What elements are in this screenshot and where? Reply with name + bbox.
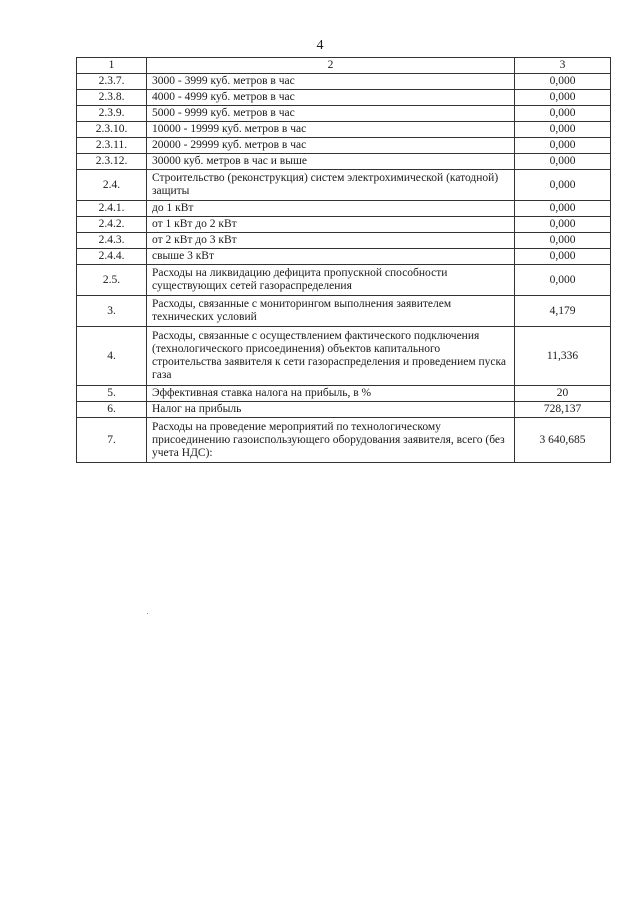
row-number: 2.5. <box>77 265 147 296</box>
row-number: 2.4.3. <box>77 233 147 249</box>
row-number: 2.3.9. <box>77 106 147 122</box>
row-number: 2.4.4. <box>77 249 147 265</box>
table-row <box>77 402 611 418</box>
row-value: 0,000 <box>515 90 611 106</box>
row-number: 2.4.1. <box>77 201 147 217</box>
row-number: 6. <box>77 402 147 418</box>
row-number: 7. <box>77 418 147 463</box>
table-row <box>77 90 611 106</box>
table-row <box>77 154 611 170</box>
row-value: 0,000 <box>515 217 611 233</box>
table-row <box>77 233 611 249</box>
page-number: 4 <box>316 38 324 53</box>
row-value: 0,000 <box>515 154 611 170</box>
header-col-2: 2 <box>147 58 515 74</box>
table-row <box>77 386 611 402</box>
row-description: Строительство (реконструкция) систем электрохимической (катодной) защиты <box>147 170 515 201</box>
row-value: 0,000 <box>515 265 611 296</box>
row-description: до 1 кВт <box>147 201 515 217</box>
row-number: 2.4.2. <box>77 217 147 233</box>
row-value: 0,000 <box>515 74 611 90</box>
row-value: 0,000 <box>515 233 611 249</box>
table-row <box>77 74 611 90</box>
row-description: от 1 кВт до 2 кВт <box>147 217 515 233</box>
scan-speck <box>147 613 148 614</box>
row-number: 2.3.7. <box>77 74 147 90</box>
table-row <box>77 296 611 327</box>
table-row <box>77 217 611 233</box>
row-value: 20 <box>515 386 611 402</box>
row-description: свыше 3 кВт <box>147 249 515 265</box>
table-header-row <box>77 58 611 74</box>
row-value: 0,000 <box>515 122 611 138</box>
row-description: Расходы на ликвидацию дефицита пропускной способности существующих сетей газораспределения <box>147 265 515 296</box>
table-row <box>77 201 611 217</box>
row-description: Налог на прибыль <box>147 402 515 418</box>
row-description: 20000 - 29999 куб. метров в час <box>147 138 515 154</box>
row-value: 11,336 <box>515 327 611 386</box>
table-row <box>77 327 611 386</box>
row-number: 2.3.12. <box>77 154 147 170</box>
row-number: 4. <box>77 327 147 386</box>
row-description: Расходы на проведение мероприятий по технологическому присоединению газоиспользующего оборудования заявителя, всего (без учета НДС): <box>147 418 515 463</box>
table-row <box>77 249 611 265</box>
row-value: 0,000 <box>515 106 611 122</box>
row-description: Расходы, связанные с осуществлением фактического подключения (технологического присоединения) объектов капитального строительства заявителя к сети газораспределения и проведением пуска газа <box>147 327 515 386</box>
table-body <box>77 58 611 463</box>
header-col-1: 1 <box>77 58 147 74</box>
row-number: 2.3.8. <box>77 90 147 106</box>
row-description: 5000 - 9999 куб. метров в час <box>147 106 515 122</box>
row-description: Эффективная ставка налога на прибыль, в % <box>147 386 515 402</box>
table-row <box>77 170 611 201</box>
table-row <box>77 138 611 154</box>
row-value: 0,000 <box>515 170 611 201</box>
row-number: 2.3.10. <box>77 122 147 138</box>
row-description: 30000 куб. метров в час и выше <box>147 154 515 170</box>
row-value: 0,000 <box>515 249 611 265</box>
row-value: 728,137 <box>515 402 611 418</box>
table-row <box>77 122 611 138</box>
table-row <box>77 418 611 463</box>
table-row <box>77 106 611 122</box>
row-description: 4000 - 4999 куб. метров в час <box>147 90 515 106</box>
header-col-3: 3 <box>515 58 611 74</box>
row-value: 3 640,685 <box>515 418 611 463</box>
row-number: 2.4. <box>77 170 147 201</box>
row-number: 3. <box>77 296 147 327</box>
row-description: от 2 кВт до 3 кВт <box>147 233 515 249</box>
row-number: 2.3.11. <box>77 138 147 154</box>
row-description: 3000 - 3999 куб. метров в час <box>147 74 515 90</box>
table-row <box>77 265 611 296</box>
row-value: 4,179 <box>515 296 611 327</box>
row-value: 0,000 <box>515 201 611 217</box>
row-description: Расходы, связанные с мониторингом выполнения заявителем технических условий <box>147 296 515 327</box>
row-description: 10000 - 19999 куб. метров в час <box>147 122 515 138</box>
row-number: 5. <box>77 386 147 402</box>
row-value: 0,000 <box>515 138 611 154</box>
expenses-table <box>76 57 611 463</box>
